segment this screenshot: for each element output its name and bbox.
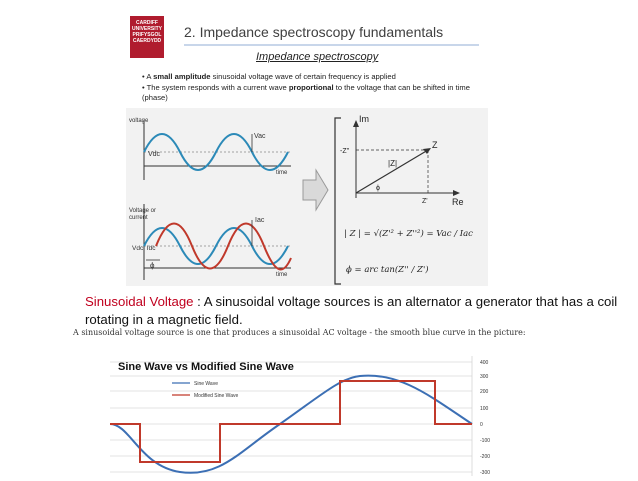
bullet-1-pre: • A [142,72,154,81]
y-tick-neg200: -200 [480,454,491,460]
y-tick-300: 300 [480,374,489,380]
bullet-2-pre: • The system responds with a current wave [142,83,289,92]
caption-term: Sinusoidal Voltage [85,294,194,309]
university-logo [130,16,164,58]
neg-z2-label: -Z'' [340,148,350,155]
bullet-1-post: sinusoidal voltage wave of certain frequency is applied [210,72,396,81]
caption [85,293,625,329]
figure-heading: A sinusoidal voltage source is one that produces a sinusoidal AC voltage - the smooth blue curve in the picture: [73,328,526,337]
y-tick-100: 100 [480,406,489,412]
y-tick-0: 0 [480,422,483,428]
impedance-diagram [126,108,488,286]
caption-text: : A sinusoidal voltage sources is an alternator a generator that has a coil rotating in a magnetic field. [85,294,618,327]
sine-vs-modified-chart [110,356,530,476]
plot2-current-wave [156,224,291,270]
z1-label: Z' [422,198,428,205]
plot1-xlabel: time [276,170,288,176]
y-tick-400: 400 [480,360,489,366]
diagram-panel [126,108,488,286]
chart-title: Sine Wave vs Modified Sine Wave [118,361,294,373]
y-tick-neg100: -100 [480,438,491,444]
slide-image [126,10,489,287]
bullet-2-strong: proportional [288,83,334,92]
equation-phase: ϕ = arc tan(Z'' / Z') [346,265,429,275]
plot2-vdc-idc-label: Vdc, Idc [132,245,156,252]
legend-modified-label: Modified Sine Wave [194,393,239,399]
y-tick-neg300: -300 [480,470,491,476]
z-vector [356,150,428,193]
bracket [335,118,341,284]
mag-label: |Z| [388,159,398,168]
legend-sine-label: Sine Wave [194,381,218,387]
plot1-ylabel: voltage [129,118,149,124]
bullet-1 [142,72,482,82]
title-divider [184,44,479,46]
phi-label: ϕ [376,185,380,192]
plot2-ylabel-2: current [129,215,148,221]
plot1-vac-label: Vac [254,133,266,140]
plot2-ylabel-1: Voltage or [129,208,157,214]
transform-arrow-icon [303,170,328,210]
re-axis-arrow-icon [453,190,460,196]
plot1-vdc-label: Vdc [148,151,161,158]
z-label: Z [432,140,438,150]
bullet-2-post: to the voltage that can be shifted in time (phase) [142,83,470,102]
plot2-iac-label: Iac [255,217,265,224]
bullet-2 [142,83,482,102]
y-tick-200: 200 [480,389,489,395]
plot2-phi-label: ϕ [150,261,155,270]
re-label: Re [452,197,464,207]
equation-magnitude: | Z | = √(Z'² + Z''²) = Vac / Iac [344,229,473,239]
slide-title: 2. Impedance spectroscopy fundamentals [184,24,444,40]
z-vector-arrow-icon [423,148,431,154]
slide-subtitle: Impedance spectroscopy [256,51,379,63]
sine-wave-figure [110,356,530,476]
im-label: Im [359,114,369,124]
plot2-xlabel: time [276,272,288,278]
logo-text: CARDIFF UNIVERSITY PRIFYSGOL CAERDYDD [131,20,162,44]
bullet-1-strong: small amplitude [153,72,211,81]
